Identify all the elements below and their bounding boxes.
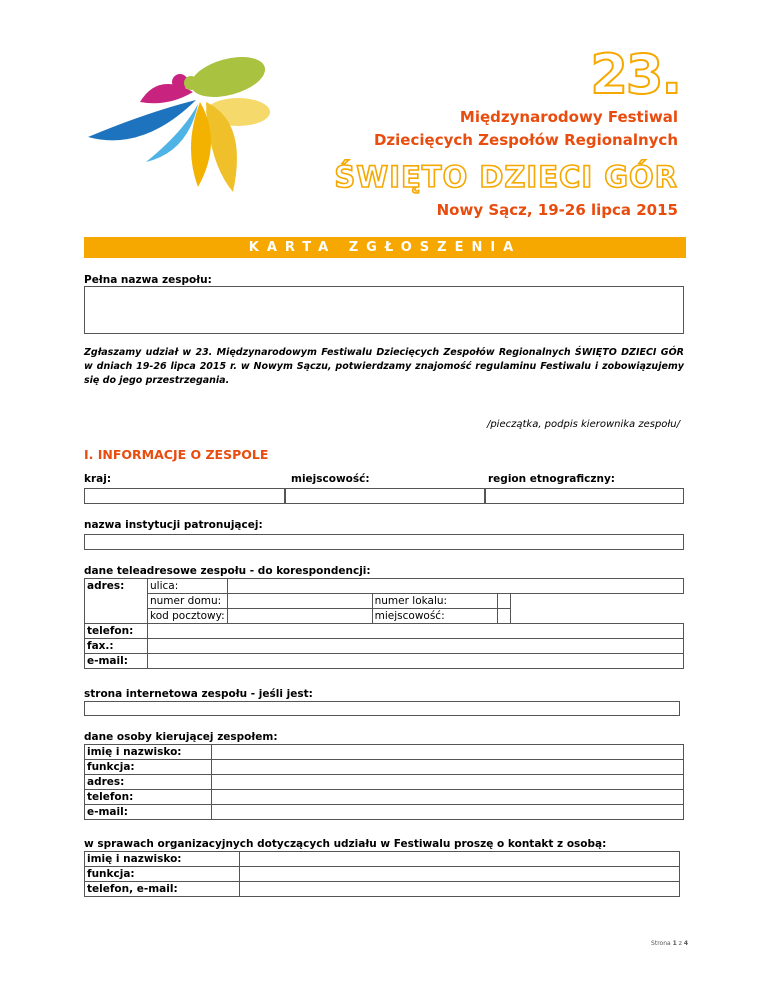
address-spacer [85,594,148,609]
country-field[interactable] [84,488,285,504]
festival-place-date: Nowy Sącz, 19-26 lipca 2015 [436,201,678,219]
form-title-banner: KARTA ZGŁOSZENIA [84,237,686,258]
leader-phone-label: telefon: [85,790,212,805]
email-label: e-mail: [85,654,148,669]
festival-logo [88,52,288,202]
leader-function-label: funkcja: [85,760,212,775]
org-function-field[interactable] [240,867,680,882]
leader-name-field[interactable] [212,745,684,760]
org-phone-label: telefon, e-mail: [85,882,240,897]
house-number-field[interactable] [227,594,372,609]
festival-title-line2: Dziecięcych Zespołów Regionalnych [373,131,678,149]
address-label: adres: [85,579,148,594]
footer-page: 1 [672,940,677,947]
page-footer [651,940,688,947]
footer-of: z [678,940,682,947]
leader-function-field[interactable] [212,760,684,775]
fax-field[interactable] [148,639,684,654]
fax-label: fax.: [85,639,148,654]
region-field[interactable] [485,488,684,504]
contact-table [84,578,684,669]
festival-name: ŚWIĘTO DZIECI GÓR [334,160,678,194]
street-label: ulica: [148,579,228,594]
phone-label: telefon: [85,624,148,639]
signature-caption: /pieczątka, podpis kierownika zespołu/ [486,419,680,430]
flat-number-label: numer lokalu: [372,594,497,609]
festival-title-line1: Międzynarodowy Festiwal [459,108,678,126]
address-spacer [85,609,148,624]
leader-address-field[interactable] [212,775,684,790]
city-label: miejscowość: [372,609,497,624]
org-function-label: funkcja: [85,867,240,882]
locality-label: miejscowość: [291,473,370,485]
flat-number-field[interactable] [497,594,510,609]
leader-email-field[interactable] [212,805,684,820]
street-field[interactable] [227,579,683,594]
leader-table [84,744,684,820]
org-name-field[interactable] [240,852,680,867]
postcode-field[interactable] [227,609,372,624]
leader-address-label: adres: [85,775,212,790]
full-name-field[interactable] [84,286,684,334]
declaration-text: Zgłaszamy udział w 23. Międzynarodowym Festiwalu Dziecięcych Zespołów Regionalnych ŚWIĘTO DZIECI GÓR w dniach 19-26 lipca 2015 r. w Nowym Sączu, potwierdzamy znajomość regulaminu Festiwalu i zobowiązujemy się do jego przestrzegania. [84,347,684,386]
region-label: region etnograficzny: [488,473,616,485]
website-label: strona internetowa zespołu - jeśli jest: [84,688,313,700]
institution-field[interactable] [84,534,684,550]
house-number-label: numer domu: [148,594,228,609]
footer-prefix: Strona [651,940,671,947]
festival-edition-number: 23. [590,43,680,106]
flat-spacer [510,594,683,609]
section-heading: I. INFORMACJE O ZESPOLE [84,447,269,462]
org-contact-label: w sprawach organizacyjnych dotyczących udziału w Festiwalu proszę o kontakt z osobą: [84,838,607,850]
org-name-label: imię i nazwisko: [85,852,240,867]
locality-field[interactable] [285,488,485,504]
leader-label: dane osoby kierującej zespołem: [84,731,278,743]
org-phone-field[interactable] [240,882,680,897]
leader-email-label: e-mail: [85,805,212,820]
footer-total: 4 [683,940,688,947]
city-field[interactable] [497,609,510,624]
website-field[interactable] [84,701,680,716]
leader-name-label: imię i nazwisko: [85,745,212,760]
email-field[interactable] [148,654,684,669]
institution-label: nazwa instytucji patronującej: [84,519,263,531]
postcode-label: kod pocztowy: [148,609,228,624]
contact-label: dane teleadresowe zespołu - do korespondencji: [84,565,371,577]
org-contact-table [84,851,680,897]
phone-field[interactable] [148,624,684,639]
country-label: kraj: [84,473,112,485]
leader-phone-field[interactable] [212,790,684,805]
city-spacer [510,609,683,624]
full-name-label: Pełna nazwa zespołu: [84,274,212,286]
